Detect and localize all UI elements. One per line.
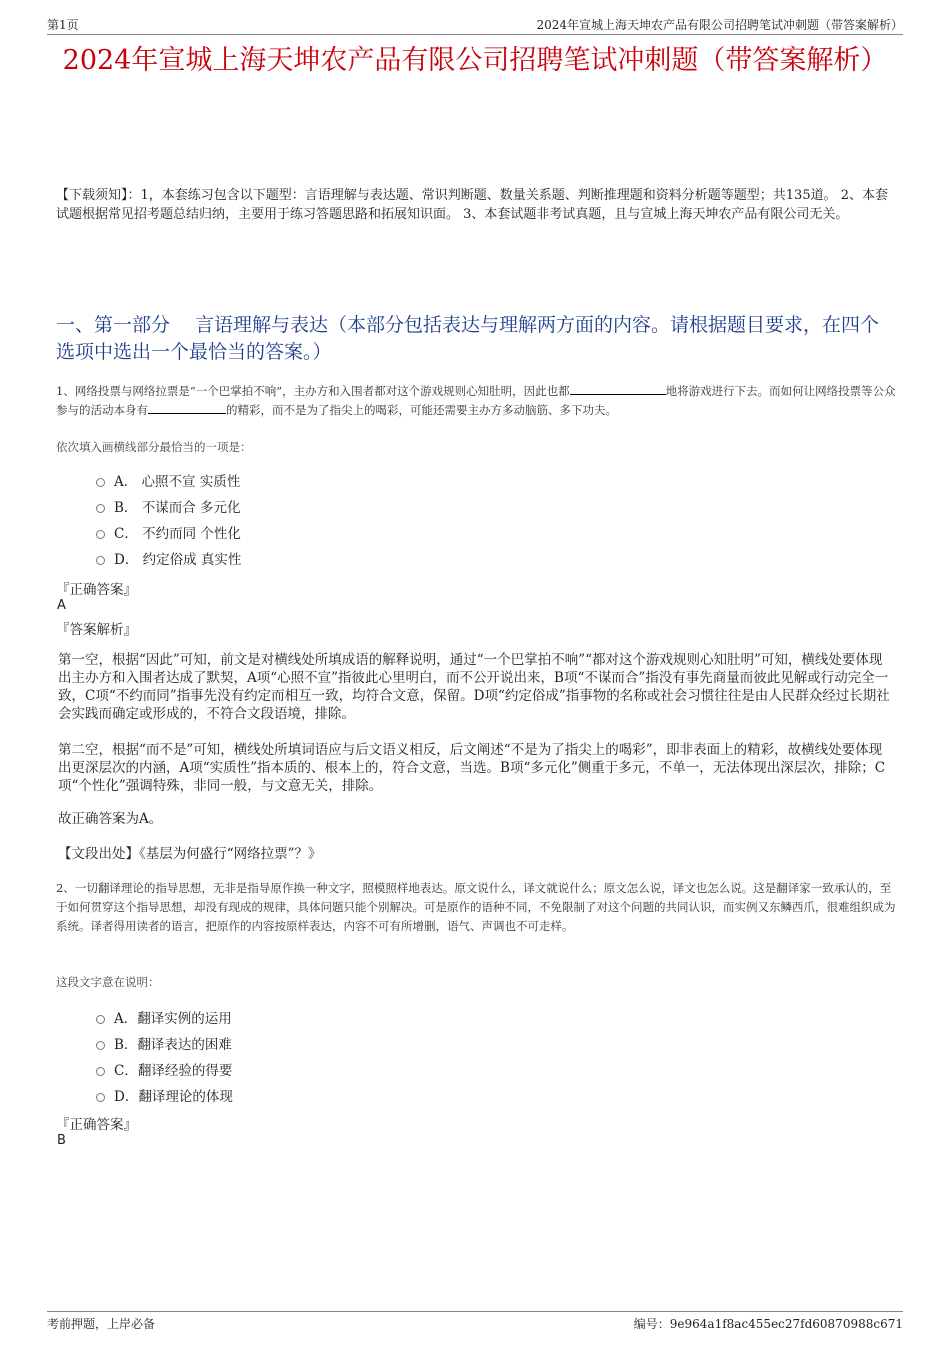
option-b[interactable] [96, 1030, 233, 1056]
radio-icon[interactable] [96, 530, 105, 539]
q2-answer-label: 『正确答案』 [56, 1117, 137, 1133]
q1-stem-part-a: 1、网络投票与网络拉票是“一个巴掌拍不响”，主办方和入围者都对这个游戏规则心知肚明，因此也都 [56, 384, 570, 398]
q1-stem-part-c: 的精彩，而不是为了指尖上的喝彩，可能还需要主办方多动脑筋、多下功夫。 [226, 403, 617, 417]
document-title: 2024年宣城上海天坤农产品有限公司招聘笔试冲刺题（带答案解析） [62, 45, 888, 76]
option-label: B．翻译表达的困难 [114, 1037, 232, 1053]
q1-stem-part-b: 地将游戏进行下去。而如何让网络投票等公众参与的活动本身有 [56, 384, 896, 417]
option-label: A． 心照不宣 实质性 [114, 474, 241, 490]
radio-icon[interactable] [96, 504, 105, 513]
q1-analysis-paragraph-1: 第一空，根据“因此”可知，前文是对横线处所填成语的解释说明，通过“一个巴掌拍不响”“都对这个游戏规则心知肚明”可知，横线处要体现出主办方和入围者达成了默契，A项“心照不宣”指彼此心里明白，而不公开说出来，B项“不谋而合”指没有事先商量而彼此见解或行动完全一致，C项“不约而同”指事先没有约定而相互一致，均符合文意，保留。D项“约定俗成”指事物的名称或社会习惯往往是由人民群众经过长期社会实践而确定或形成的，不符合文段语境，排除。 [58, 652, 890, 722]
page-header [47, 14, 903, 35]
question-1-stem [56, 382, 898, 420]
question-1-prompt: 依次填入画横线部分最恰当的一项是： [56, 440, 252, 454]
option-d[interactable] [96, 545, 241, 571]
question-2-prompt: 这段文字意在说明： [56, 975, 160, 989]
option-label: A．翻译实例的运用 [114, 1011, 232, 1027]
download-notice: 【下载须知】：1，本套练习包含以下题型：言语理解与表达题、常识判断题、数量关系题、判断推理题和资料分析题等题型；共135道。 2、本套试题根据常见招考题总结归纳，主要用于练习答题思路和拓展知识面。 3、本套试题非考试真题，且与宣城上海天坤农产品有限公司无关。 [56, 188, 888, 222]
q1-analysis-paragraph-2: 第二空，根据“而不是”可知，横线处所填词语应与后文语义相反，后文阐述“不是为了指尖上的喝彩”，即非表面上的精彩，故横线处要体现出更深层次的内涵，A项“实质性”指本质的、根本上的，符合文意，当选。B项“多元化”侧重于多元，不单一，无法体现出深层次，排除；C项“个性化”强调特殊，非同一般，与文意无关，排除。 [58, 742, 886, 794]
option-c[interactable] [96, 1056, 233, 1082]
fill-blank-1 [570, 382, 666, 395]
option-label: D．翻译理论的体现 [114, 1089, 233, 1105]
radio-icon[interactable] [96, 478, 105, 487]
option-c[interactable] [96, 519, 241, 545]
option-label: B． 不谋而合 多元化 [114, 500, 241, 516]
option-a[interactable] [96, 467, 241, 493]
radio-icon[interactable] [96, 1015, 105, 1024]
q1-conclusion: 故正确答案为A。 [58, 811, 163, 827]
footer-doc-id: 编号：9e964a1f8ac455ec27fd60870988c671 [633, 1317, 903, 1331]
option-label: C． 不约而同 个性化 [114, 526, 241, 542]
question-2-stem: 2、一切翻译理论的指导思想，无非是指导原作换一种文字，照模照样地表达。原文说什么，译文就说什么；原文怎么说，译文也怎么说。这是翻译家一致承认的，至于如何贯穿这个指导思想，却没有现成的规律，具体问题只能个别解决。可是原作的语种不同，不免限制了对这个问题的共同认识，而实例又东鳞西爪，很难组织成为系统。译者得用读者的语言，把原作的内容按原样表达，内容不可有所增删，语气、声调也不可走样。 [56, 881, 896, 933]
radio-icon[interactable] [96, 1093, 105, 1102]
q1-answer-label: 『正确答案』 [56, 582, 137, 598]
q1-source: 【文段出处】《基层为何盛行“网络拉票”？》 [58, 846, 322, 862]
question-2-options [96, 1004, 233, 1108]
option-label: C．翻译经验的得要 [114, 1063, 233, 1079]
fill-blank-2 [148, 401, 226, 414]
option-label: D． 约定俗成 真实性 [114, 552, 242, 568]
page-number: 第1页 [47, 18, 79, 32]
radio-icon[interactable] [96, 556, 105, 565]
q1-answer: A [57, 598, 66, 613]
section-heading: 一、第一部分 言语理解与表达（本部分包括表达与理解两方面的内容。请根据题目要求，在四个选项中选出一个最恰当的答案。） [56, 314, 880, 363]
radio-icon[interactable] [96, 1041, 105, 1050]
question-1-options [96, 467, 241, 571]
option-d[interactable] [96, 1082, 233, 1108]
option-a[interactable] [96, 1004, 233, 1030]
radio-icon[interactable] [96, 1067, 105, 1076]
footer-slogan: 考前押题，上岸必备 [47, 1317, 156, 1331]
q2-answer: B [57, 1133, 66, 1148]
option-b[interactable] [96, 493, 241, 519]
header-doc-title: 2024年宣城上海天坤农产品有限公司招聘笔试冲刺题（带答案解析） [536, 18, 903, 32]
q1-analysis-label: 『答案解析』 [56, 622, 137, 638]
page-footer [47, 1311, 903, 1331]
